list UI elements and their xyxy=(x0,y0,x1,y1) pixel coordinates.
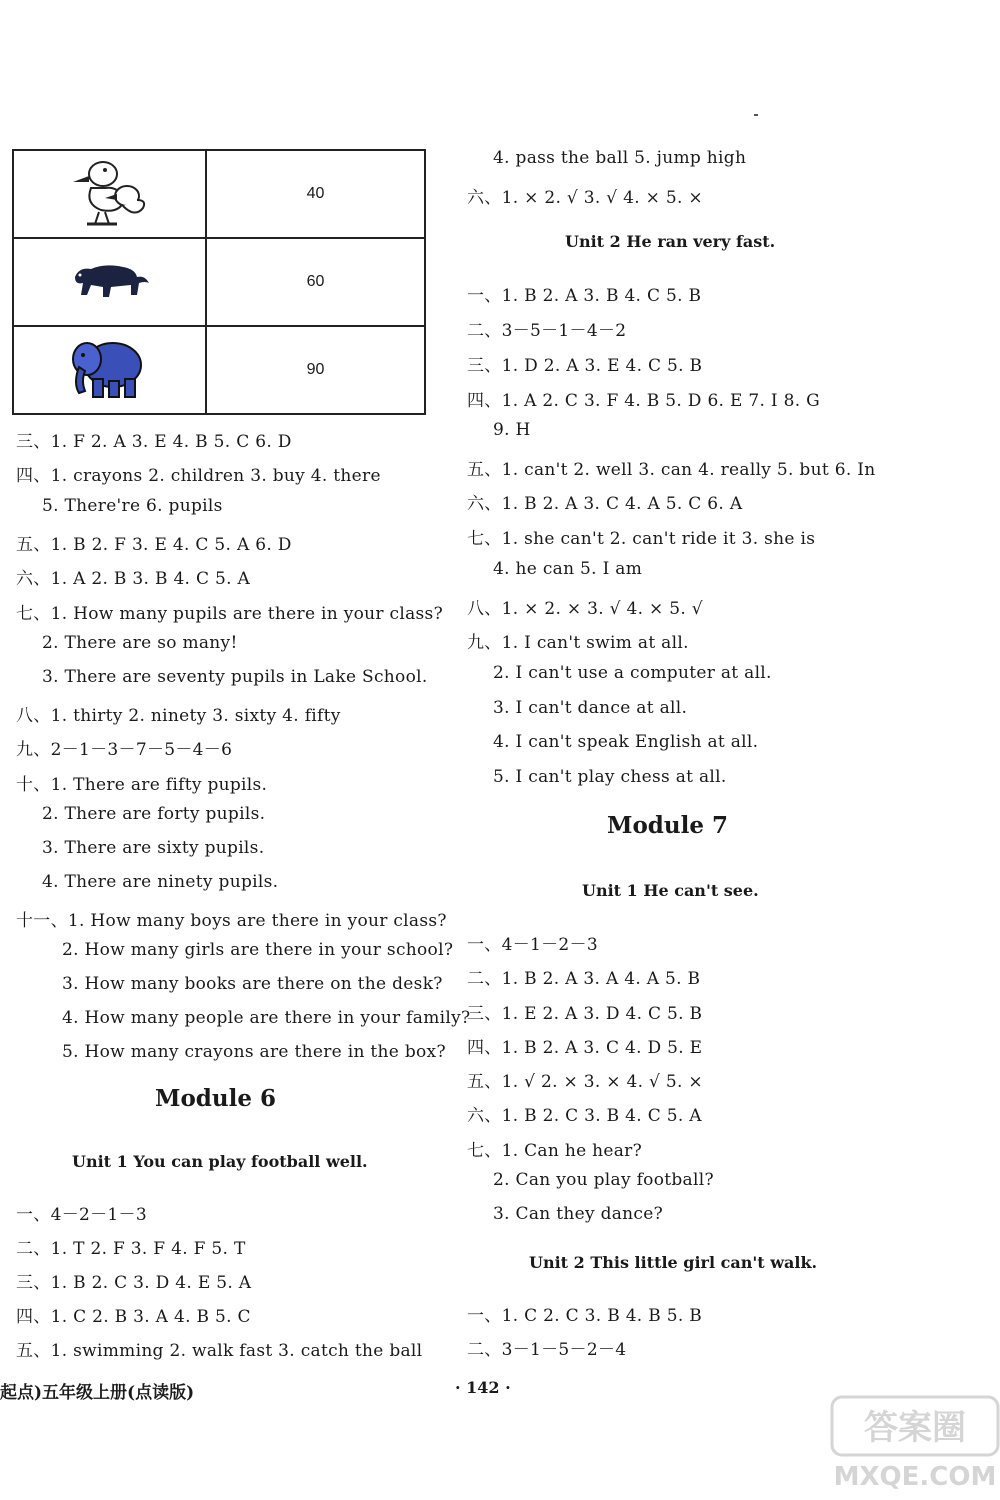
table-row xyxy=(13,326,425,414)
unit-heading: Unit 1 You can play football well. xyxy=(72,1152,368,1171)
answer-line: 四、1. crayons 2. children 3. buy 4. there xyxy=(16,466,381,486)
answer-line: 3. I can't dance at all. xyxy=(493,698,688,718)
answer-line: 4. he can 5. I am xyxy=(493,559,643,579)
answer-line: 十一、1. How many boys are there in your class? xyxy=(16,911,447,931)
answer-line: 三、1. B 2. C 3. D 4. E 5. A xyxy=(16,1273,252,1293)
answer-line: 二、1. B 2. A 3. A 4. A 5. B xyxy=(467,969,701,989)
answer-line: 3. Can they dance? xyxy=(493,1204,664,1224)
answer-line: 六、1. × 2. √ 3. √ 4. × 5. × xyxy=(467,188,703,208)
scan-mark xyxy=(754,114,758,116)
animal-count-table xyxy=(12,149,426,415)
answer-line: 2. I can't use a computer at all. xyxy=(493,663,772,683)
answer-line: 一、4－2－1－3 xyxy=(16,1205,147,1225)
table-row xyxy=(13,150,425,238)
answer-line: 四、1. B 2. A 3. C 4. D 5. E xyxy=(467,1038,703,1058)
answer-line: 六、1. A 2. B 3. B 4. C 5. A xyxy=(16,569,251,589)
answer-line: 五、1. B 2. F 3. E 4. C 5. A 6. D xyxy=(16,535,292,555)
answer-line: 3. There are seventy pupils in Lake School. xyxy=(42,667,428,687)
watermark-logo xyxy=(830,1395,1000,1496)
answer-line: 五、1. swimming 2. walk fast 3. catch the ball xyxy=(16,1341,423,1361)
answer-line: 二、1. T 2. F 3. F 4. F 5. T xyxy=(16,1239,246,1259)
duck-icon xyxy=(13,150,206,238)
answer-line: 3. How many books are there on the desk? xyxy=(62,974,443,994)
answer-line: 二、3－5－1－4－2 xyxy=(467,321,627,341)
answer-line: 六、1. B 2. C 3. B 4. C 5. A xyxy=(467,1106,702,1126)
answer-line: 七、1. Can he hear? xyxy=(467,1141,643,1161)
answer-line: 一、1. C 2. C 3. B 4. B 5. B xyxy=(467,1306,703,1326)
answer-line: 4. pass the ball 5. jump high xyxy=(493,148,747,168)
panther-icon xyxy=(13,238,206,326)
answer-line: 十、1. There are fifty pupils. xyxy=(16,775,268,795)
answer-line: 七、1. How many pupils are there in your class? xyxy=(16,604,443,624)
unit-heading: Unit 2 This little girl can't walk. xyxy=(529,1253,818,1272)
count-value: 40 xyxy=(206,150,425,238)
answer-line: 三、1. D 2. A 3. E 4. C 5. B xyxy=(467,356,703,376)
answer-line: 2. There are forty pupils. xyxy=(42,804,266,824)
count-value: 90 xyxy=(206,326,425,414)
answer-line: 5. I can't play chess at all. xyxy=(493,767,727,787)
answer-line: 八、1. thirty 2. ninety 3. sixty 4. fifty xyxy=(16,706,341,726)
answer-line: 二、3－1－5－2－4 xyxy=(467,1340,627,1360)
answer-line: 2. Can you play football? xyxy=(493,1170,714,1190)
svg-text:MXQE.COM: MXQE.COM xyxy=(833,1462,997,1492)
answer-line: 三、1. E 2. A 3. D 4. C 5. B xyxy=(467,1004,703,1024)
unit-heading: Unit 1 He can't see. xyxy=(582,881,759,900)
answer-line: 五、1. √ 2. × 3. × 4. √ 5. × xyxy=(467,1072,703,1092)
answer-line: 5. There're 6. pupils xyxy=(42,496,223,516)
module-heading: Module 7 xyxy=(607,812,728,839)
answer-line: 一、4－1－2－3 xyxy=(467,935,598,955)
table-row xyxy=(13,238,425,326)
answer-line: 五、1. can't 2. well 3. can 4. really 5. but 6. In xyxy=(467,460,876,480)
unit-heading: Unit 2 He ran very fast. xyxy=(565,232,776,251)
answer-line: 一、1. B 2. A 3. B 4. C 5. B xyxy=(467,286,702,306)
answer-line: 4. How many people are there in your family? xyxy=(62,1008,471,1028)
answer-line: 3. There are sixty pupils. xyxy=(42,838,265,858)
answer-line: 九、1. I can't swim at all. xyxy=(467,633,689,653)
module-heading: Module 6 xyxy=(155,1085,276,1112)
answer-line: 4. I can't speak English at all. xyxy=(493,732,759,752)
answer-line: 9. H xyxy=(493,420,531,440)
answer-line: 5. How many crayons are there in the box? xyxy=(62,1042,446,1062)
answer-line: 四、1. A 2. C 3. F 4. B 5. D 6. E 7. I 8. G xyxy=(467,391,821,411)
book-title-footer: 起点)五年级上册(点读版) xyxy=(0,1383,195,1403)
answer-line: 2. There are so many! xyxy=(42,633,238,653)
answer-line: 三、1. F 2. A 3. E 4. B 5. C 6. D xyxy=(16,432,292,452)
count-value: 60 xyxy=(206,238,425,326)
answer-line: 四、1. C 2. B 3. A 4. B 5. C xyxy=(16,1307,251,1327)
svg-text:答案圈: 答案圈 xyxy=(864,1408,966,1448)
answer-line: 2. How many girls are there in your school? xyxy=(62,940,454,960)
answer-line: 4. There are ninety pupils. xyxy=(42,872,279,892)
answer-line: 七、1. she can't 2. can't ride it 3. she is xyxy=(467,529,816,549)
answer-line: 八、1. × 2. × 3. √ 4. × 5. √ xyxy=(467,599,703,619)
answer-line: 九、2－1－3－7－5－4－6 xyxy=(16,740,233,760)
elephant-icon xyxy=(13,326,206,414)
page-number: · 142 · xyxy=(455,1378,511,1397)
answer-line: 六、1. B 2. A 3. C 4. A 5. C 6. A xyxy=(467,494,743,514)
